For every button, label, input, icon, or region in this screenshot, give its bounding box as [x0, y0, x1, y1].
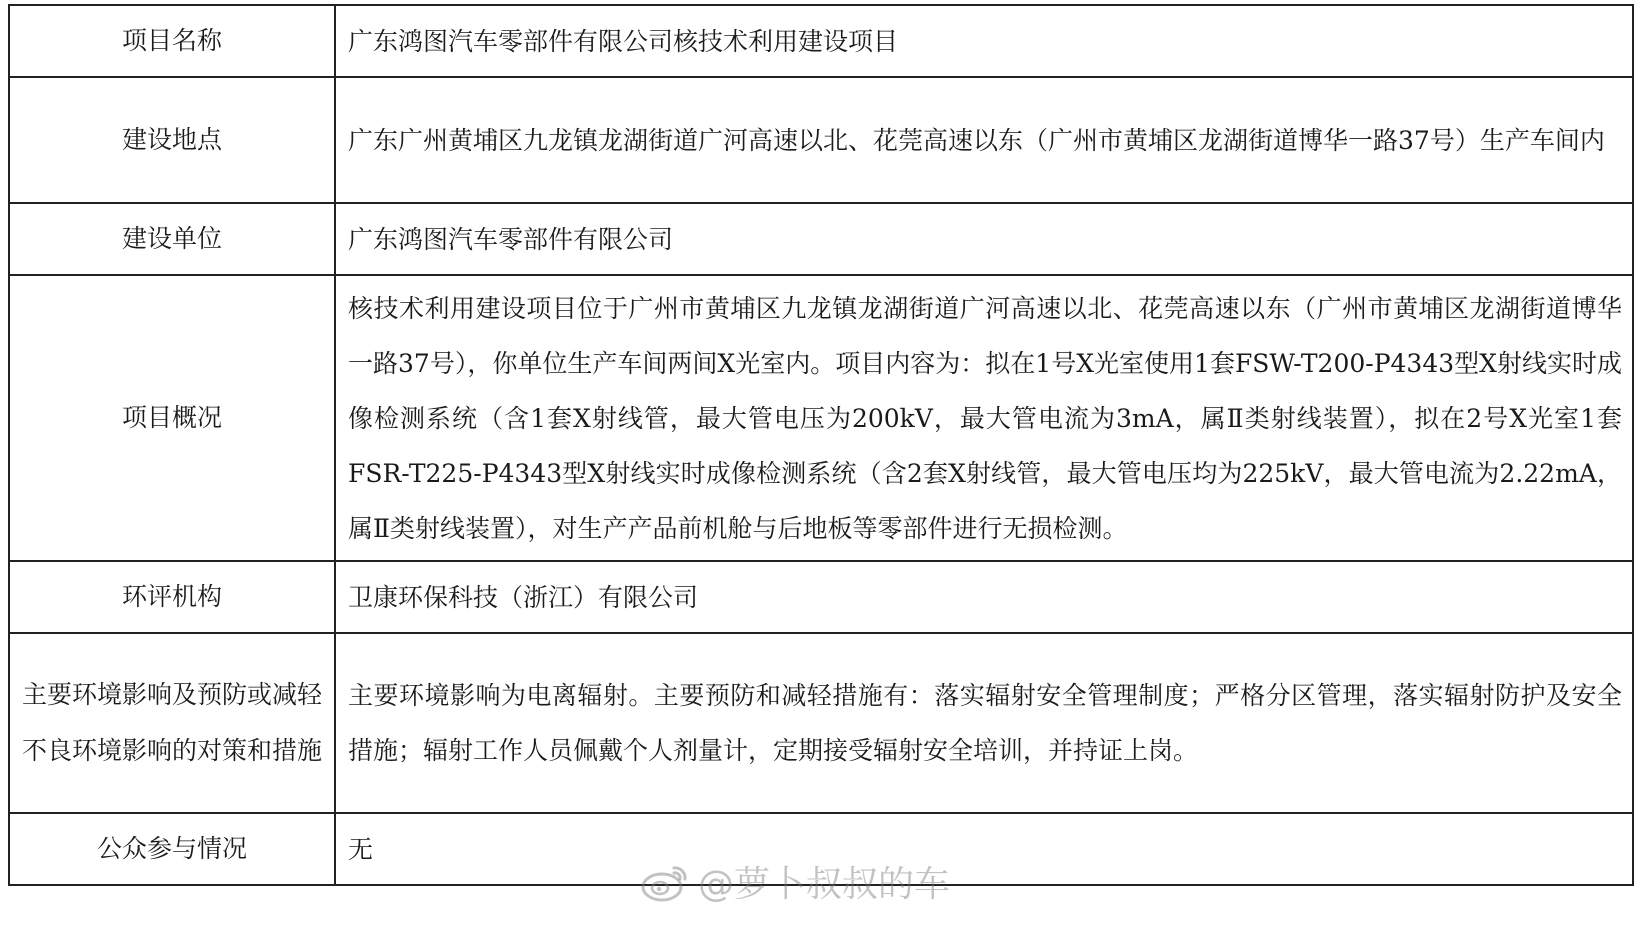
table-row — [9, 5, 1633, 77]
table-row — [9, 561, 1633, 633]
row-value: 广东广州黄埔区九龙镇龙湖街道广河高速以北、花莞高速以东（广州市黄埔区龙湖街道博华一路37号）生产车间内 — [335, 77, 1633, 203]
row-value: 广东鸿图汽车零部件有限公司核技术利用建设项目 — [335, 5, 1633, 77]
row-value: 卫康环保科技（浙江）有限公司 — [335, 561, 1633, 633]
table-row — [9, 633, 1633, 813]
row-value: 主要环境影响为电离辐射。主要预防和减轻措施有：落实辐射安全管理制度；严格分区管理，落实辐射防护及安全措施；辐射工作人员佩戴个人剂量计，定期接受辐射安全培训，并持证上岗。 — [335, 633, 1633, 813]
row-label: 建设单位 — [9, 203, 335, 275]
table-row — [9, 813, 1633, 885]
row-label: 环评机构 — [9, 561, 335, 633]
watermark-text: @萝卜叔叔的车 — [698, 864, 951, 905]
project-info-table — [8, 4, 1634, 886]
row-label: 主要环境影响及预防或减轻不良环境影响的对策和措施 — [9, 633, 335, 813]
table-row — [9, 203, 1633, 275]
row-label: 项目概况 — [9, 275, 335, 561]
table-row — [9, 77, 1633, 203]
row-label: 建设地点 — [9, 77, 335, 203]
row-value: 广东鸿图汽车零部件有限公司 — [335, 203, 1633, 275]
row-value: 无 — [335, 813, 1633, 885]
row-label: 项目名称 — [9, 5, 335, 77]
row-value: 核技术利用建设项目位于广州市黄埔区九龙镇龙湖街道广河高速以北、花莞高速以东（广州市黄埔区龙湖街道博华一路37号），你单位生产车间两间X光室内。项目内容为：拟在1号X光室使用1套FSW-T200-P4343型X射线实时成像检测系统（含1套X射线管，最大管电压为200kV，最大管电流为3mA，属Ⅱ类射线装置），拟在2号X光室1套FSR-T225-P4343型X射线实时成像检测系统（含2套X射线管，最大管电压均为225kV，最大管电流为2.22mA，属Ⅱ类射线装置），对生产产品前机舱与后地板等零部件进行无损检测。 — [335, 275, 1633, 561]
table-row — [9, 275, 1633, 561]
row-label: 公众参与情况 — [9, 813, 335, 885]
